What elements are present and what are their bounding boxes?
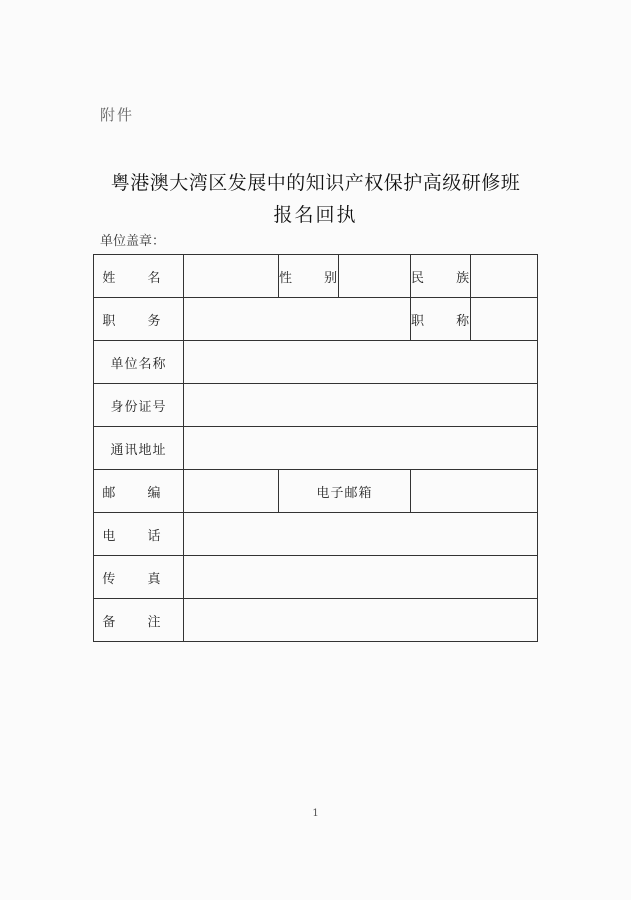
table-row [94, 427, 538, 470]
position-label: 职 务 [94, 298, 184, 341]
table-row [94, 513, 538, 556]
title-label: 职 称 [411, 298, 471, 341]
gender-label: 性 别 [279, 255, 339, 298]
table-row [94, 470, 538, 513]
document-title: 粤港澳大湾区发展中的知识产权保护高级研修班 [110, 172, 521, 194]
email-field[interactable] [411, 470, 538, 513]
fax-label: 传 真 [94, 556, 184, 599]
table-row [94, 556, 538, 599]
id-number-field[interactable] [184, 384, 538, 427]
table-row [94, 384, 538, 427]
table-row [94, 255, 538, 298]
ethnicity-label: 民 族 [411, 255, 471, 298]
table-row [94, 599, 538, 642]
phone-field[interactable] [184, 513, 538, 556]
remarks-label: 备 注 [94, 599, 184, 642]
table-row [94, 298, 538, 341]
phone-label: 电 话 [94, 513, 184, 556]
name-field[interactable] [184, 255, 279, 298]
unit-name-label: 单位名称 [94, 341, 184, 384]
name-label: 姓 名 [94, 255, 184, 298]
unit-name-field[interactable] [184, 341, 538, 384]
email-label: 电子邮箱 [279, 470, 411, 513]
table-row [94, 341, 538, 384]
document-subtitle: 报名回执 [273, 204, 358, 226]
seal-label: 单位盖章： [100, 234, 166, 249]
postcode-field[interactable] [184, 470, 279, 513]
postcode-label: 邮 编 [94, 470, 184, 513]
fax-field[interactable] [184, 556, 538, 599]
page-number: 1 [312, 808, 319, 819]
attachment-label: 附件 [100, 106, 135, 124]
remarks-field[interactable] [184, 599, 538, 642]
address-field[interactable] [184, 427, 538, 470]
id-number-label: 身份证号 [94, 384, 184, 427]
position-field[interactable] [184, 298, 411, 341]
registration-form-table [93, 254, 538, 642]
address-label: 通讯地址 [94, 427, 184, 470]
